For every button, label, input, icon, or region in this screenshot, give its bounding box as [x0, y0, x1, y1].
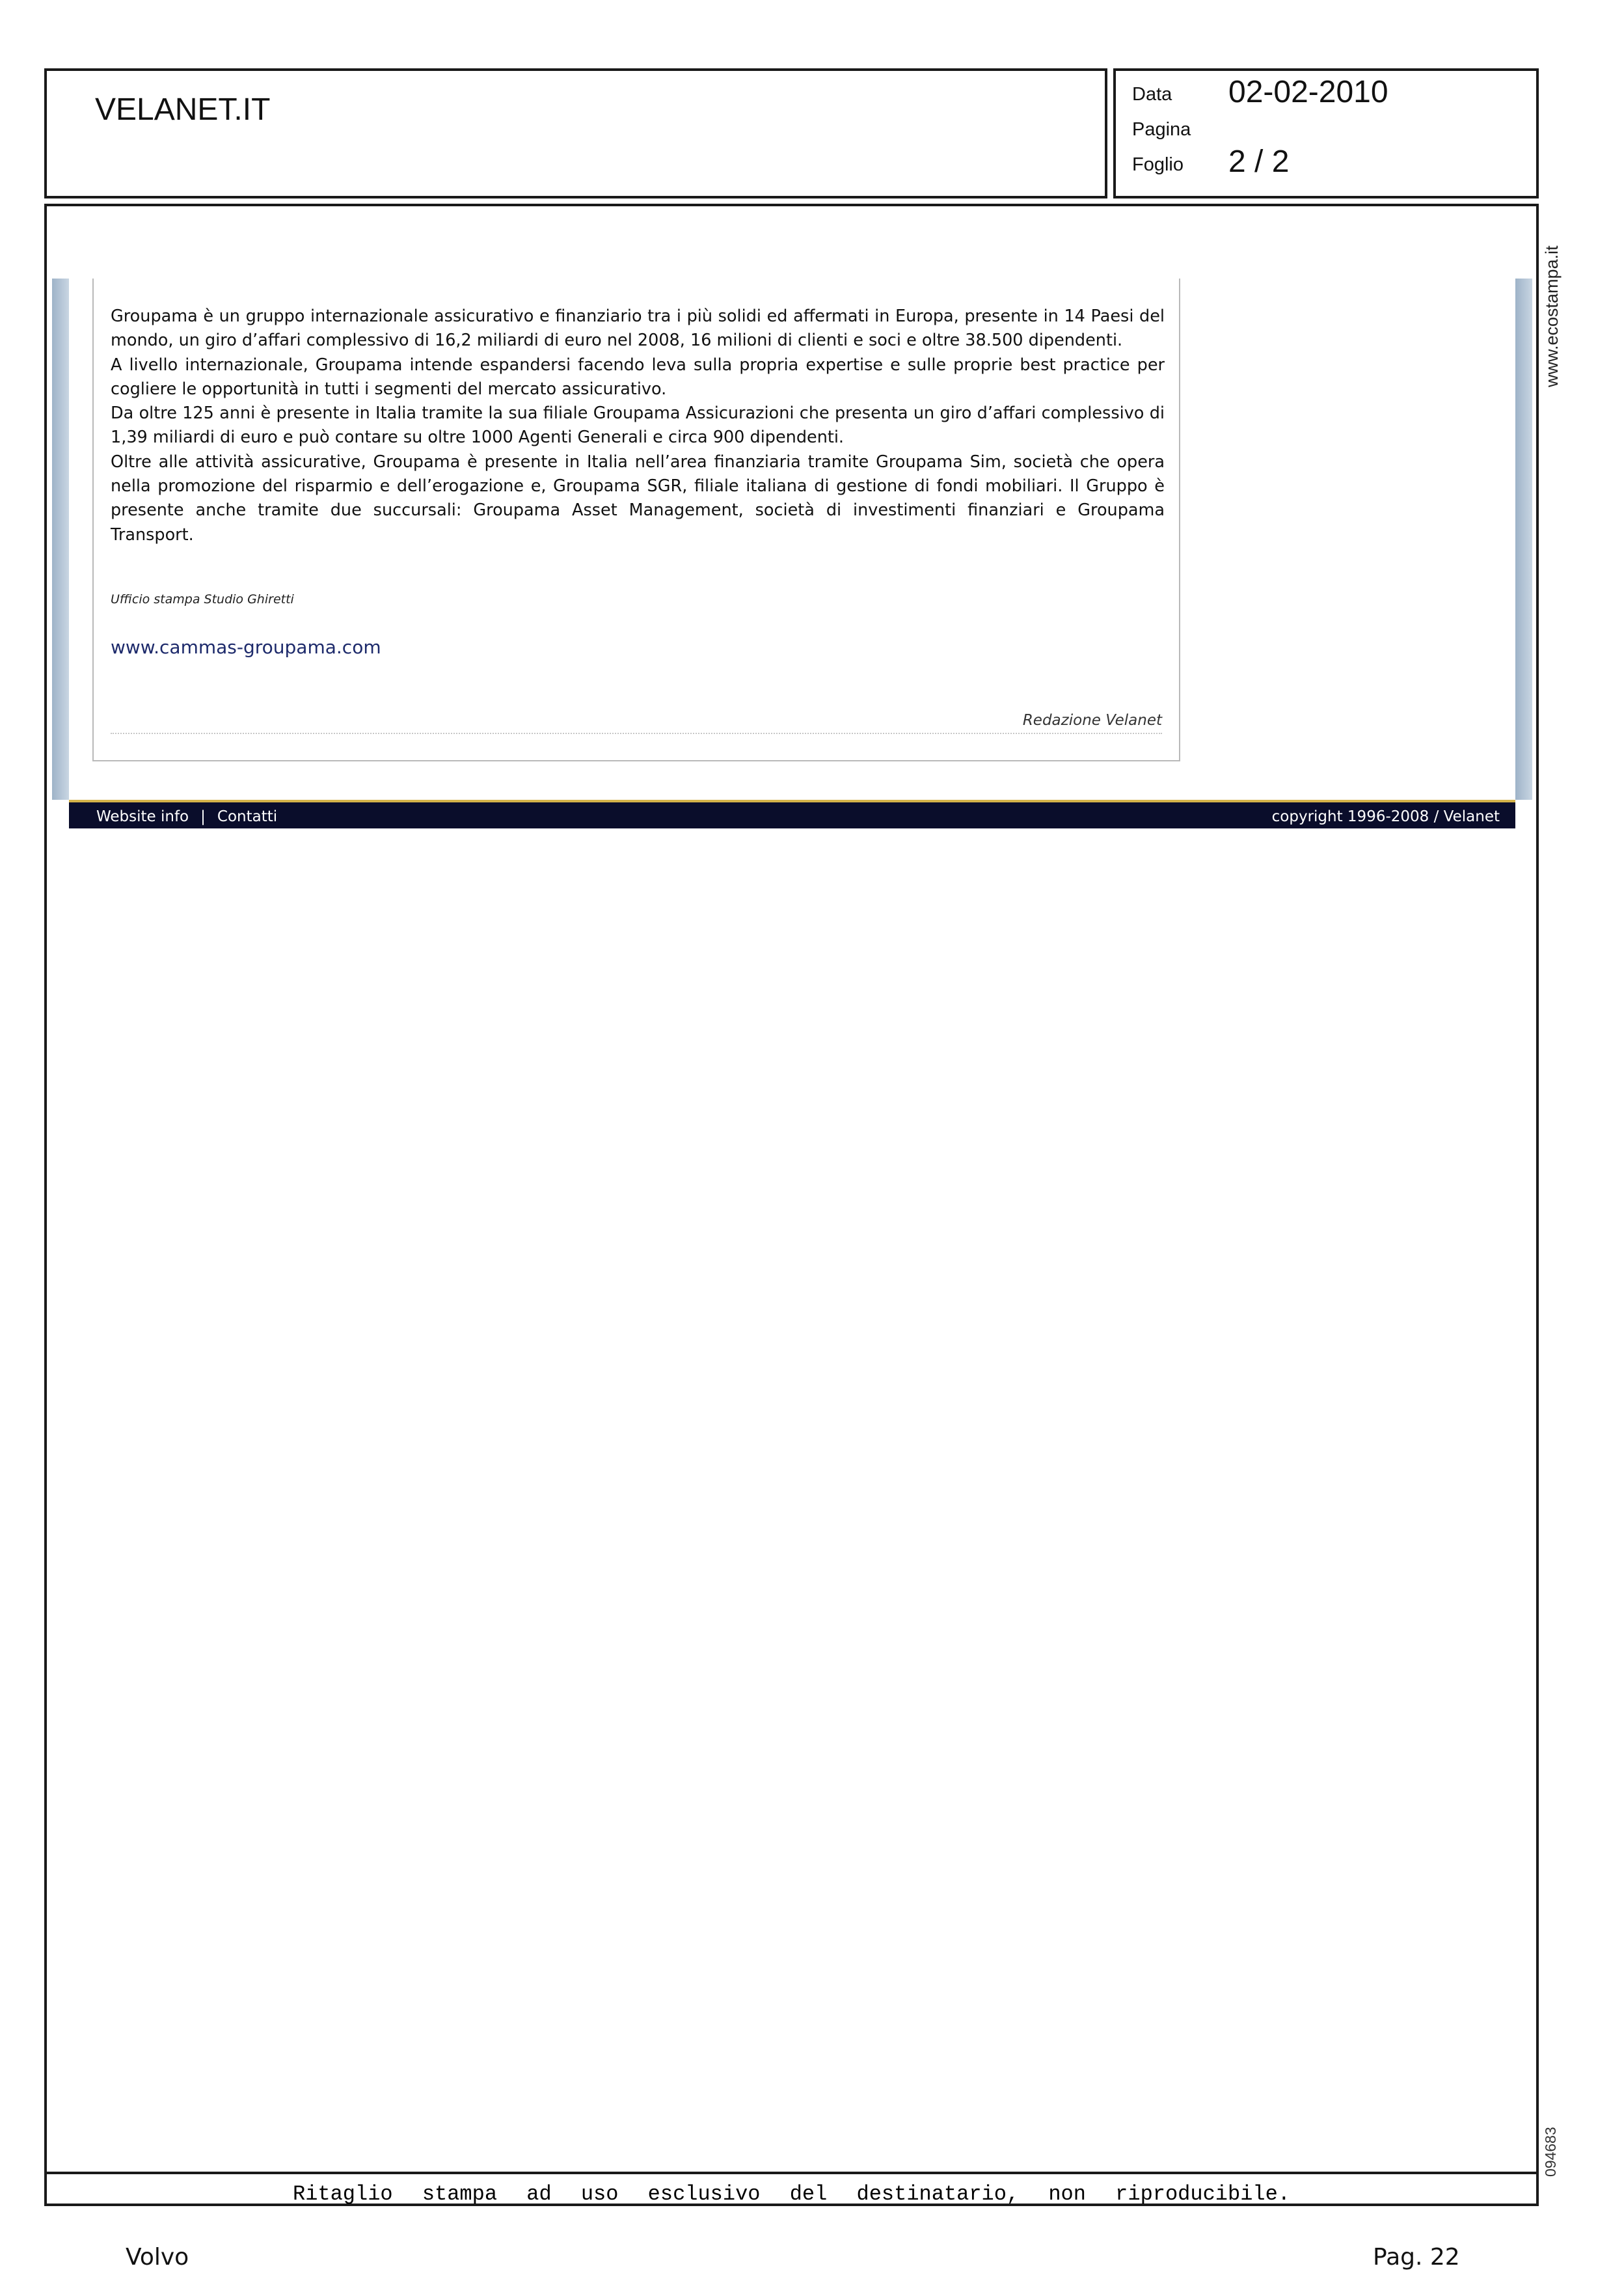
publication-header: [44, 68, 1107, 198]
article-paragraph: Oltre alle attività assicurative, Groupama è presente in Italia nell’area finanziaria tramite Groupama Sim, società che opera nella promozione del risparmio e dell’erogazione e, Groupama SGR, filiale italiana di gestione di fondi mobiliari. Il Gruppo è presente anche tramite due succursali: Groupama Asset Management, società di investimenti finanziari e Groupama Transport.: [111, 452, 1165, 545]
website-info-link[interactable]: Website info: [96, 808, 189, 825]
clip-disclaimer: Ritaglio stampa ad uso esclusivo del destinatario, non riproducibile.: [292, 2182, 1290, 2206]
sheet-value: 2 / 2: [1228, 144, 1290, 179]
publication-name: VELANET.IT: [95, 92, 271, 127]
web-page-clipping: [52, 279, 1532, 828]
date-label: Data: [1132, 84, 1172, 105]
site-footer: [69, 802, 1515, 828]
press-office-credit: Ufficio stampa Studio Ghiretti: [111, 592, 294, 607]
footer-copyright: copyright 1996-2008 / Velanet: [1271, 808, 1500, 825]
clip-code: 094683: [1542, 2127, 1559, 2177]
article-body: [111, 305, 1165, 547]
editor-signature: Redazione Velanet: [1022, 712, 1162, 729]
article-panel: [92, 279, 1180, 761]
sheet-label: Foglio: [1132, 154, 1184, 175]
page-label: Pagina: [1132, 119, 1191, 140]
external-site-link[interactable]: www.cammas-groupama.com: [111, 636, 381, 658]
page-side-bar-left: [52, 279, 69, 800]
dotted-divider: [111, 733, 1162, 734]
page-number: Pag. 22: [1373, 2244, 1460, 2271]
date-value: 02-02-2010: [1228, 75, 1388, 109]
article-paragraph: A livello internazionale, Groupama intende espandersi facendo leva sulla propria expertise e sulle proprie best practice per cogliere le opportunità in tutti i segmenti del mercato assicurativo.: [111, 355, 1165, 399]
article-paragraph: Groupama è un gruppo internazionale assicurativo e finanziario tra i più solidi ed affermati in Europa, presente in 14 Paesi del mondo, un giro d’affari complessivo di 16,2 miliardi di euro nel 2008, 16 milioni di clienti e soci e oltre 38.500 dipendenti.: [111, 307, 1165, 351]
client-name: Volvo: [126, 2244, 189, 2271]
clip-metadata-box: [1113, 68, 1539, 198]
footer-divider: [47, 2172, 1536, 2174]
contacts-link[interactable]: Contatti: [217, 808, 278, 825]
ecostampa-watermark: www.ecostampa.it: [1542, 245, 1562, 387]
article-paragraph: Da oltre 125 anni è presente in Italia tramite la sua filiale Groupama Assicurazioni che presenta un giro d’affari complessivo di 1,39 miliardi di euro e può contare su oltre 1000 Agenti Generali e circa 900 dipendenti.: [111, 403, 1165, 448]
footer-separator: |: [200, 808, 206, 825]
footer-links: [96, 808, 277, 825]
page-side-bar-right: [1515, 279, 1532, 800]
